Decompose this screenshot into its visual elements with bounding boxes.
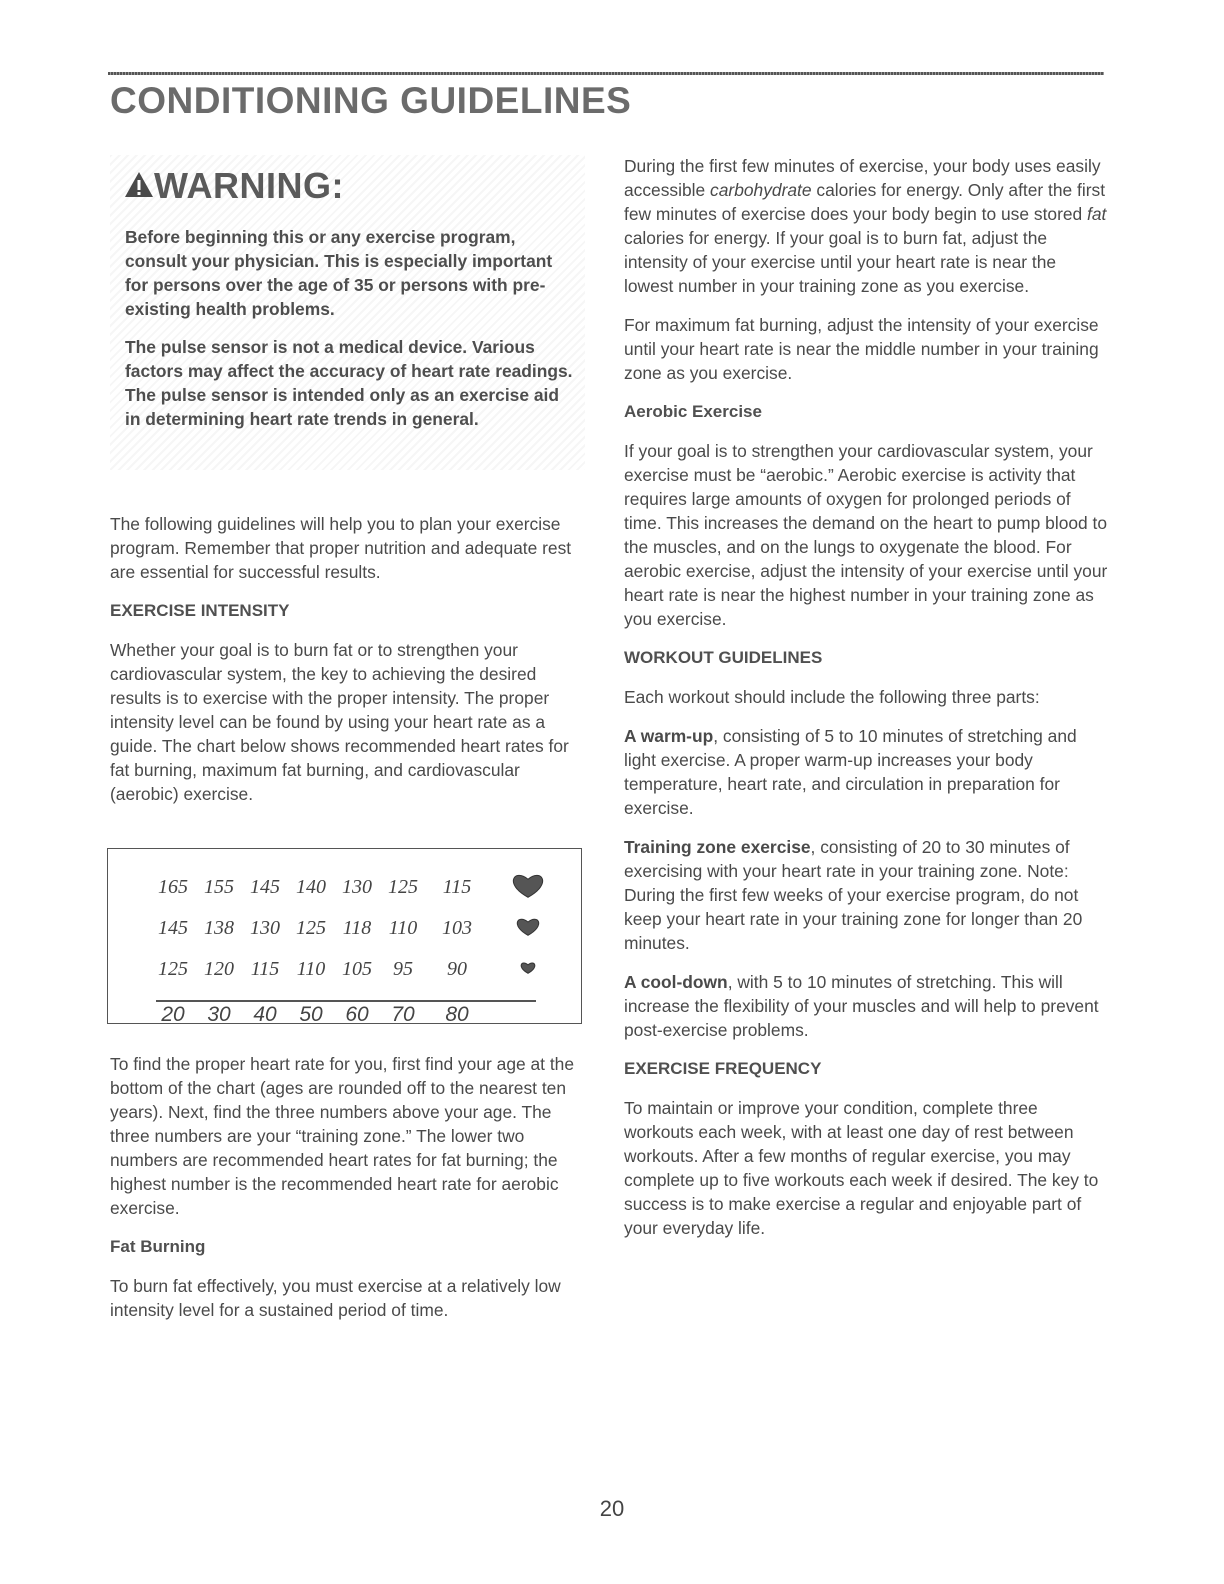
chart-value-label: 115	[250, 958, 280, 980]
page-number: 20	[599, 1496, 625, 1521]
workout-heading: WORKOUT GUIDELINES	[624, 648, 823, 667]
chart-value-label: 125	[388, 876, 418, 898]
chart-age-label: 60	[345, 1003, 369, 1023]
frequency-paragraph: To maintain or improve your condition, complete three workouts each week, with at least one day of rest between workouts. After a few months of regular exercise, you may complete up to five workouts each week if desired. The key to success is to make exercise a regular and enjoyable part of your everyday life.	[624, 1098, 1099, 1238]
fat-burning-paragraph: To burn fat effectively, you must exercise at a relatively low intensity level for a sustained period of time.	[110, 1276, 561, 1320]
chart-age-label: 40	[253, 1003, 277, 1023]
chart-value-label: 125	[296, 917, 326, 939]
heart-small-icon	[521, 963, 535, 973]
chart-value-label: 120	[204, 958, 234, 980]
right-column	[624, 154, 1109, 1255]
chart-value-label: 145	[250, 876, 280, 898]
chart-explanation: To find the proper heart rate for you, first find your age at the bottom of the chart (ages are rounded off to the nearest ten years). Next, find the three numbers above your age. The three numbers are your “training zone.” The lower two numbers are recommended heart rates for fat burning; the highest number is the recommended heart rate for aerobic exercise.	[110, 1054, 575, 1218]
warning-heading	[124, 165, 344, 207]
training-zone-paragraph: Training zone exercise, consisting of 20 to 30 minutes of exercising with your heart rate in your training zone. Note: During the first few weeks of your exercise program, do not keep your heart rate in your training zone for longer than 20 minutes.	[624, 837, 1083, 953]
warmup-label: A warm-up	[624, 726, 714, 746]
chart-value-label: 138	[204, 917, 234, 939]
chart-age-label: 50	[299, 1003, 323, 1023]
chart-value-label: 95	[393, 958, 413, 980]
training-zone-label: Training zone exercise	[624, 837, 811, 857]
chart-value-label: 130	[342, 876, 372, 898]
chart-value-label: 105	[342, 958, 372, 980]
chart-age-label: 30	[207, 1003, 231, 1023]
header-rule	[108, 72, 1104, 75]
cooldown-paragraph: A cool-down, with 5 to 10 minutes of stretching. This will increase the flexibility of your muscles and will help to prevent post-exercise problems.	[624, 972, 1099, 1040]
intensity-paragraph: Whether your goal is to burn fat or to strengthen your cardiovascular system, the key to achieving the desired results is to exercise with the proper intensity. The proper intensity level can be found by using your heart rate as a guide. The chart below shows recommended heart rates for fat burning, maximum fat burning, and cardiovascular (aerobic) exercise.	[110, 640, 569, 804]
heart-medium-icon	[517, 919, 538, 935]
chart-age-label: 80	[445, 1003, 469, 1023]
warning-heading-text: WARNING:	[154, 165, 344, 206]
cooldown-label: A cool-down	[624, 972, 728, 992]
chart-value-label: 155	[204, 876, 234, 898]
left-column-lower	[110, 1052, 590, 1337]
chart-value-label: 103	[442, 917, 472, 939]
chart-value-label: 110	[296, 958, 326, 980]
chart-value-label: 118	[342, 917, 372, 939]
chart-value-label: 125	[158, 958, 188, 980]
intro-paragraph: The following guidelines will help you to plan your exercise program. Remember that proper nutrition and adequate rest are essential for successful results.	[110, 514, 572, 582]
warning-triangle-icon	[124, 171, 154, 198]
chart-value-label: 130	[250, 917, 280, 939]
page-title: CONDITIONING GUIDELINES	[110, 80, 632, 121]
frequency-heading: EXERCISE FREQUENCY	[624, 1059, 822, 1078]
chart-value-label: 140	[296, 876, 326, 898]
warning-para-2: The pulse sensor is not a medical device. Various factors may affect the accuracy of heart rate readings. The pulse sensor is intended only as an exercise aid in determining heart rate trends in general.	[125, 337, 573, 429]
heart-rate-chart	[107, 848, 582, 1024]
chart-value-label: 90	[447, 958, 467, 980]
fat-paragraph-2: For maximum fat burning, adjust the intensity of your exercise until your heart rate is near the middle number in your training zone as you exercise.	[624, 315, 1099, 383]
chart-value-label: 165	[158, 876, 188, 898]
chart-value-label: 115	[442, 876, 472, 898]
chart-age-label: 20	[161, 1003, 185, 1023]
fat-paragraph-1: During the first few minutes of exercise, your body uses easily accessible carbohydrate calories for energy. Only after the first few minutes of exercise does your body begin to use stored fat calories for energy. If your goal is to burn fat, adjust the intensity of your exercise until your heart rate is near the lowest number in your training zone as you exercise.	[624, 156, 1107, 296]
intensity-heading: EXERCISE INTENSITY	[110, 601, 290, 620]
aerobic-paragraph: If your goal is to strengthen your cardiovascular system, your exercise must be “aerobic.” Aerobic exercise is activity that requires large amounts of oxygen for prolonged periods of time. This increases the demand on the heart to pump blood to the muscles, and on the lungs to oxygenate the blood. For aerobic exercise, adjust the intensity of your exercise until your heart rate is near the highest number in your training zone as you exercise.	[624, 441, 1108, 629]
warmup-paragraph: A warm-up, consisting of 5 to 10 minutes of stretching and light exercise. A proper warm-up increases your body temperature, heart rate, and circulation in preparation for exercise.	[624, 726, 1077, 818]
heart-rate-chart-svg	[108, 849, 581, 1023]
warning-box	[110, 155, 585, 470]
fat-burning-heading: Fat Burning	[110, 1237, 206, 1256]
chart-value-label: 145	[158, 917, 188, 939]
chart-value-label: 110	[388, 917, 418, 939]
chart-age-label: 70	[391, 1003, 415, 1023]
aerobic-heading: Aerobic Exercise	[624, 402, 762, 421]
left-column	[110, 512, 590, 821]
heart-large-icon	[513, 875, 542, 897]
warning-para-1: Before beginning this or any exercise program, consult your physician. This is especially important for persons over the age of 35 or persons with pre-existing health problems.	[125, 227, 553, 319]
workout-intro: Each workout should include the following three parts:	[624, 687, 1040, 707]
